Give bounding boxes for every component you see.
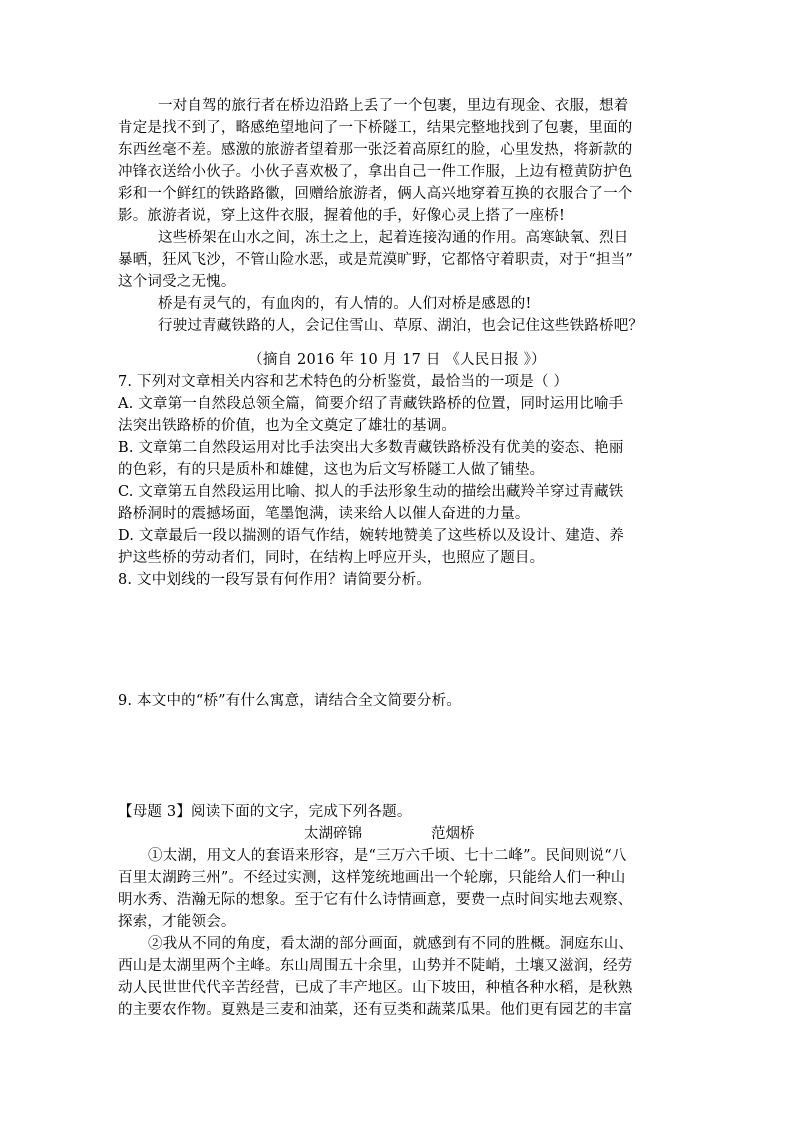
option-d: 护这些桥的劳动者们，同时，在结构上呼应开头，也照应了题目。 xyxy=(118,550,545,566)
article-line: 动人民世世代代辛苦经营，已成了丰产地区。山下坡田，种植各种水稻，是秋熟 xyxy=(118,980,633,996)
question-9: 9. 本文中的“桥”有什么寓意，请结合全文简要分析。 xyxy=(118,693,461,709)
article-line: ②我从不同的角度，看太湖的部分画面，就感到有不同的胜概。洞庭东山、 xyxy=(148,936,634,952)
mother-question-intro: 【母题 3】阅读下面的文字，完成下列各题。 xyxy=(118,804,412,820)
option-b: 的色彩，有的只是质朴和雄健，这也为后文写桥隧工人做了铺垫。 xyxy=(118,462,545,478)
passage-line: 影。旅游者说，穿上这件衣服，握着他的手，好像心灵上搭了一座桥! xyxy=(118,208,566,224)
passage-line: 这些桥架在山水之间，冻土之上，起着连接沟通的作用。高寒缺氧、烈日 xyxy=(158,230,629,246)
article-title: 太湖碎锦 xyxy=(304,826,362,842)
option-d: D. 文章最后一段以揣测的语气作结，婉转地赞美了这些桥以及设计、建造、养 xyxy=(118,528,625,544)
passage-line: 这个词受之无愧。 xyxy=(118,274,236,290)
option-c: C. 文章第五自然段运用比喻、拟人的手法形象生动的描绘出藏羚羊穿过青藏铁 xyxy=(118,484,624,500)
option-a: A. 文章第一自然段总领全篇，简要介绍了青藏铁路桥的位置，同时运用比喻手 xyxy=(118,396,624,412)
article-line: ①太湖，用文人的套语来形容，是“三万六千顷、七十二峰”。民间则说“八 xyxy=(148,848,627,864)
question-7-stem: 7. 下列对文章相关内容和艺术特色的分析鉴赏，最恰当的一项是（ ） xyxy=(118,374,569,390)
article-author: 范烟桥 xyxy=(431,826,475,842)
option-b: B. 文章第二自然段运用对比手法突出大多数青藏铁路桥没有优美的姿态、艳丽 xyxy=(118,440,624,456)
passage-line: 暴晒，狂风飞沙，不管山险水恶，或是荒漠旷野，它都恪守着职责，对于“担当” xyxy=(118,252,634,268)
article-line: 百里太湖跨三州”。不经过实测，这样笼统地画出一个轮廓，只能给人们一种山 xyxy=(118,870,626,886)
article-line: 西山是太湖里两个主峰。东山周围五十余里，山势并不陡峭，土壤又滋润，经劳 xyxy=(118,958,633,974)
option-c: 路桥洞时的震撼场面，笔墨饱满，读来给人以催人奋进的力量。 xyxy=(118,506,530,522)
article-line: 探索，才能领会。 xyxy=(118,914,236,930)
passage-line: 冲锋衣送给小伙子。小伙子喜欢极了，拿出自己一件工作服，上边有橙黄防护色 xyxy=(118,164,633,180)
article-line: 明水秀、浩瀚无际的想象。至于它有什么诗情画意，要费一点时间实地去观察、 xyxy=(118,892,633,908)
source-citation: （摘自 2016 年 10 月 17 日 《人民日报 》） xyxy=(248,352,546,368)
passage-line: 一对自驾的旅行者在桥边沿路上丢了一个包裹，里边有现金、衣服，想着 xyxy=(158,98,629,114)
option-a: 法突出铁路桥的价值，也为全文奠定了雄壮的基调。 xyxy=(118,418,457,434)
passage-line: 彩和一个鲜红的铁路路徽，回赠给旅游者，俩人高兴地穿着互换的衣服合了一个 xyxy=(118,186,633,202)
passage-line: 桥是有灵气的，有血肉的，有人情的。人们对桥是感恩的! xyxy=(158,296,532,312)
question-8: 8. 文中划线的一段写景有何作用？请简要分析。 xyxy=(118,572,432,588)
passage-line: 东西丝毫不差。感激的旅游者望着那一张泛着高原红的脸，心里发热，将新款的 xyxy=(118,142,633,158)
passage-line: 行驶过青藏铁路的人，会记住雪山、草原、湖泊，也会记住这些铁路桥吧？ xyxy=(158,318,644,334)
passage-line: 肯定是找不到了，略感绝望地问了一下桥隧工，结果完整地找到了包裹，里面的 xyxy=(118,120,633,136)
article-line: 的主要农作物。夏熟是三麦和油菜，还有豆类和蔬菜瓜果。他们更有园艺的丰富 xyxy=(118,1002,633,1018)
